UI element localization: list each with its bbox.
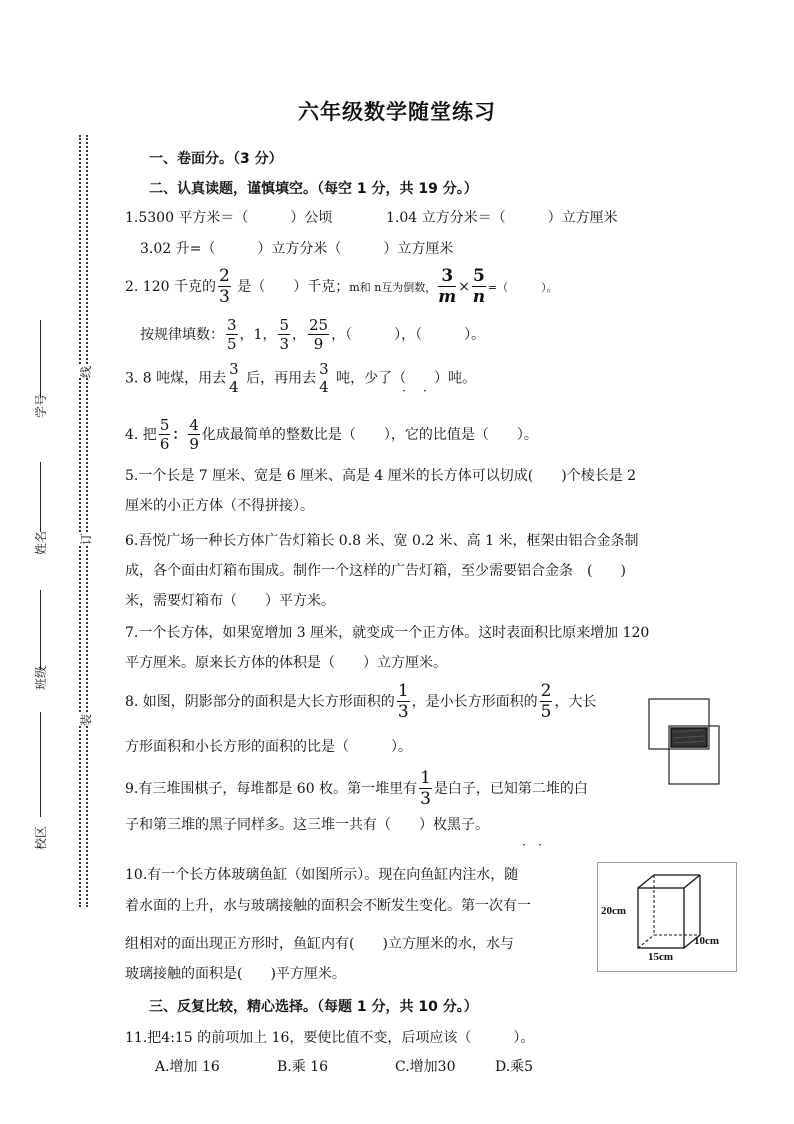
q2-text-b: 是（ ）千克； (232, 279, 350, 295)
q3-text-c: 吨，少了（ ）吨。 (331, 370, 477, 387)
q5-line-2: 厘米的小正方体（不得拼接）。 (125, 498, 314, 514)
q2-fraction-3-m: $\frac{3}{m}$ (438, 266, 457, 307)
q3-text-b: 后，再用去 (241, 370, 317, 387)
q9-line-2: 子和第三堆的黑子同样多。这三堆一共有（ ）枚黑子。 (125, 817, 489, 833)
q8-line-2: 方形面积和小长方形的面积的比是（ ）。 (125, 739, 412, 755)
q2-times-sign: × (458, 279, 471, 295)
binding-dotted-line (79, 135, 81, 907)
q2-text-a: 2. 120 千克的 (125, 279, 216, 295)
emphasis-dot: · (423, 384, 427, 398)
q10-line-2: 着水面的上升，水与玻璃接触的面积会不断发生变化。第一次有一 (125, 898, 531, 914)
q3-text-a: 3. 8 吨煤，用去 (125, 370, 227, 387)
q8-text-a: 8. 如图，阴影部分的面积是大长方形面积的 (125, 694, 395, 710)
binding-mark-bind: 装 (79, 713, 93, 726)
name-line (40, 462, 41, 532)
emphasis-dot: · (522, 838, 526, 852)
q11-option-b: B.乘 16 (277, 1059, 329, 1075)
dim-height-label: 20cm (601, 905, 627, 917)
page-title: 六年级数学随堂练习 (298, 100, 496, 124)
q9-fraction-1-3: $\frac{1}{3}$ (420, 768, 431, 809)
q7-line-1: 7.一个长方体，如果宽增加 3 厘米，就变成一个正方体。这时表面积比原来增加 120 (125, 625, 650, 641)
q1-part-c: 3.02 升=（ ）立方分米（ ）立方厘米 (140, 241, 454, 257)
q8-rectangles-figure (648, 698, 724, 786)
q2-line-1 (125, 268, 558, 306)
binding-mark-line: 线 (79, 365, 93, 378)
q4-line (125, 418, 538, 452)
q11-option-c: C.增加30 (395, 1059, 456, 1075)
class-line (40, 590, 41, 670)
q4-text-a: 4. 把 (125, 427, 157, 443)
margin-label-student-id: 学号 (34, 393, 48, 418)
q7-line-2: 平方厘米。原来长方体的体积是（ ）立方厘米。 (125, 655, 447, 671)
margin-label-class: 班级 (34, 665, 48, 690)
q1-part-b: 1.04 立方分米＝（ ）立方厘米 (386, 210, 618, 226)
campus-line (40, 712, 41, 817)
section-3-header: 三、反复比较，精心选择。（每题 1 分，共 10 分。） (149, 999, 478, 1015)
q2-seq-5-3: $\frac{5}{3}$ (279, 316, 290, 353)
q2-seq-one: ，1， (239, 327, 277, 343)
section-2-header: 二、认真读题，谨慎填空。（每空 1 分，共 19 分。） (149, 181, 478, 197)
margin-label-name: 姓名 (34, 530, 48, 555)
q9-text-a: 9.有三堆围棋子，每堆都是 60 枚。第一堆里有 (125, 781, 418, 797)
q11-stem: 11.把4:15 的前项加上 16，要使比值不变，后项应该（ ）。 (125, 1030, 535, 1046)
q6-line-2: 成，各个面由灯箱布围成。制作一个这样的广告灯箱，至少需要铝合金条 ( ) (125, 563, 626, 579)
q10-line-4: 玻璃接触的面积是( )平方厘米。 (125, 966, 346, 982)
q2-seq-label: 按规律填数： (140, 327, 224, 343)
q9-line-1 (125, 770, 588, 808)
emphasis-dot: · (538, 838, 542, 852)
q2-seq-25-9: $\frac{25}{9}$ (309, 316, 329, 353)
q8-fraction-2-5: $\frac{2}{5}$ (540, 681, 552, 722)
q2-text-d: =（ ）。 (487, 281, 558, 294)
q2-sequence-line (140, 318, 485, 352)
q3-fraction-3-4-second: 3 4 (319, 360, 329, 396)
q4-fraction-5-6: $\frac{5}{6}$ (159, 416, 170, 453)
dim-width-label: 10cm (694, 935, 720, 947)
emphasis-dot: · (402, 384, 406, 398)
q2-fraction-5-n: $\frac{5}{n}$ (472, 266, 486, 307)
dim-length-label: 15cm (648, 951, 674, 963)
section-1-header: 一、卷面分。（3 分） (149, 151, 283, 167)
q1-part-a: 1.5300 平方米＝（ ）公顷 (125, 210, 333, 226)
q4-text-b: 化成最简单的整数比是（ ），它的比值是（ ）。 (201, 427, 538, 443)
q3-fraction-3-4-first: 3 4 (229, 360, 239, 396)
q8-fraction-1-3: $\frac{1}{3}$ (397, 681, 409, 722)
binding-dotted-line-inner (86, 135, 88, 907)
q8-line-1 (125, 683, 596, 721)
q8-text-c: ，大长 (554, 694, 597, 710)
q2-text-c: m和 n互为倒数， (349, 281, 437, 294)
q11-option-d: D.乘5 (495, 1059, 534, 1075)
q10-line-3: 组相对的面出现正方形时，鱼缸内有( )立方厘米的水，水与 (125, 936, 514, 952)
q4-colon: ： (172, 427, 187, 443)
student-id-line (40, 320, 41, 398)
margin-label-campus: 校区 (34, 825, 48, 850)
q2-seq-end: ，（ ），（ ）。 (331, 327, 486, 343)
q6-line-1: 6.吾悦广场一种长方体广告灯箱长 0.8 米、宽 0.2 米、高 1 米，框架由铝合金条制 (125, 533, 639, 549)
q9-text-b: 是白子，已知第二堆的白 (433, 781, 588, 797)
q2-seq-comma: ， (292, 327, 307, 343)
q10-line-1: 10.有一个长方体玻璃鱼缸（如图所示）。现在向鱼缸内注水，随 (125, 867, 519, 883)
q10-fish-tank-figure (597, 862, 737, 972)
q8-text-b: ，是小长方形面积的 (411, 694, 538, 710)
q6-line-3: 米，需要灯箱布（ ）平方米。 (125, 593, 335, 609)
q2-fraction-2-3: $\frac{2}{3}$ (218, 266, 230, 307)
binding-mark-staple: 订 (79, 532, 93, 545)
q5-line-1: 5.一个长是 7 厘米、宽是 6 厘米、高是 4 厘米的长方体可以切成( )个棱长是 2 (125, 468, 637, 484)
q11-option-a: A.增加 16 (155, 1059, 220, 1075)
q4-fraction-4-9: $\frac{4}{9}$ (189, 416, 199, 453)
q2-seq-3-5: $\frac{3}{5}$ (227, 316, 237, 353)
